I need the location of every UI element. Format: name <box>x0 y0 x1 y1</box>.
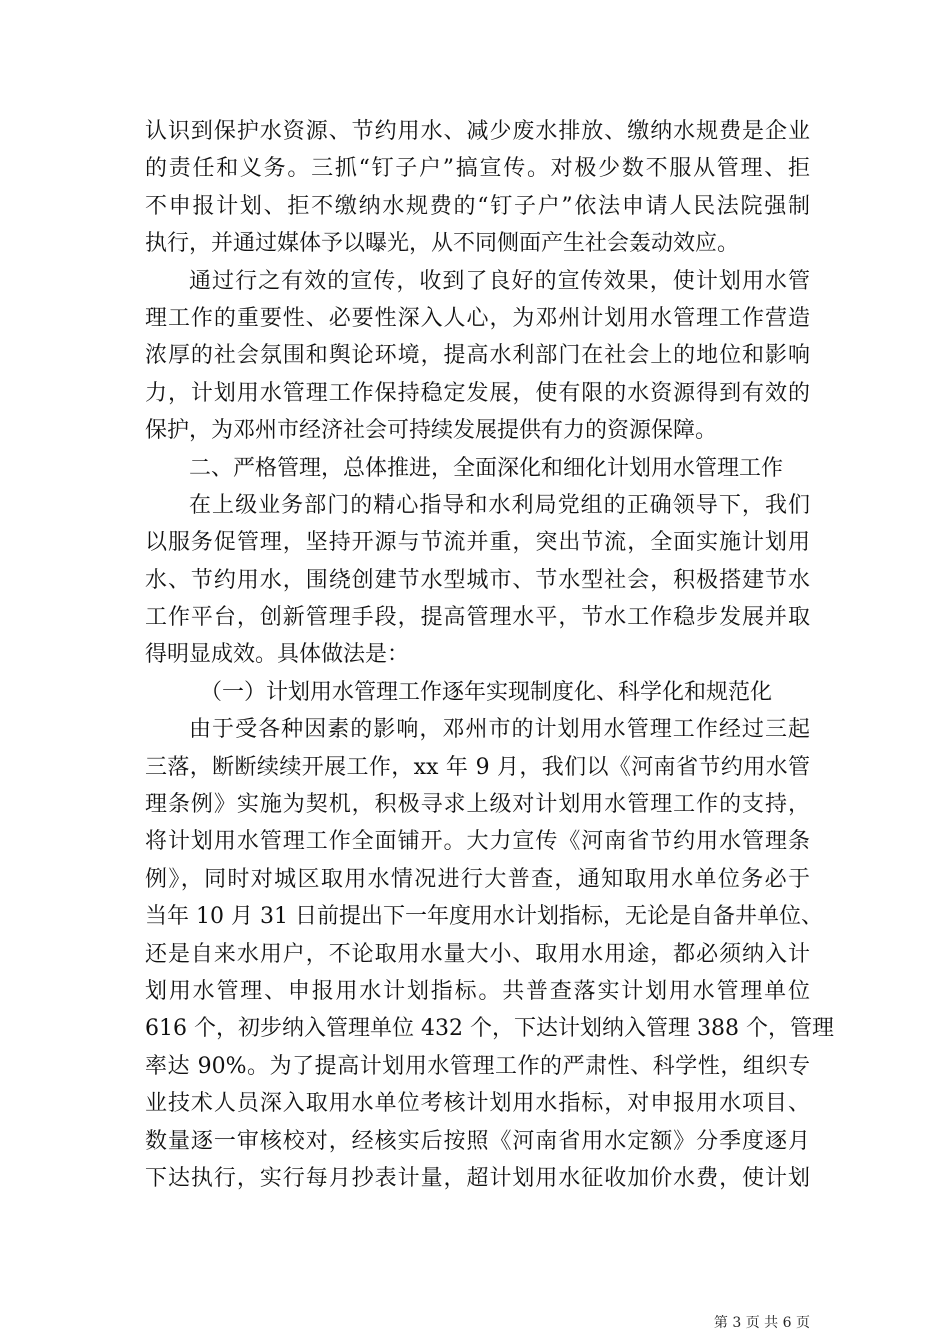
text-line: 下达执行，实行每月抄表计量，超计划用水征收加价水费，使计划 <box>145 1165 810 1191</box>
text-line: 以服务促管理，坚持开源与节流并重，突出节流，全面实施计划用 <box>145 530 810 556</box>
text-line: 三落，断断续续开展工作，xx 年 9 月，我们以《河南省节约用水管 <box>145 754 810 780</box>
text-line: 执行，并通过媒体予以曝光，从不同侧面产生社会轰动效应。 <box>145 231 740 257</box>
paragraph-start-line: 由于受各种因素的影响，邓州市的计划用水管理工作经过三起 <box>189 717 810 743</box>
text-line: 工作平台，创新管理手段，提高管理水平，节水工作稳步发展并取 <box>145 605 810 631</box>
document-body <box>145 113 834 1197</box>
section-heading: 二、严格管理，总体推进，全面深化和细化计划用水管理工作 <box>189 455 784 481</box>
text-line: 例》，同时对城区取用水情况进行大普查，通知取用水单位务必于 <box>145 866 810 892</box>
text-line: 业技术人员深入取用水单位考核计划用水指标，对申报用水项目、 <box>145 1091 810 1117</box>
text-line: 还是自来水用户，不论取用水量大小、取用水用途，都必须纳入计 <box>145 941 810 967</box>
text-line: 认识到保护水资源、节约用水、减少废水排放、缴纳水规费是企业 <box>145 119 810 144</box>
text-line: 划用水管理、申报用水计划指标。共普查落实计划用水管理单位 <box>145 978 810 1004</box>
text-line: 数量逐一审核校对，经核实后按照《河南省用水定额》分季度逐月 <box>145 1128 810 1154</box>
text-line: 当年 10 月 31 日前提出下一年度用水计划指标，无论是自备井单位、 <box>145 904 823 930</box>
subsection-heading: （一）计划用水管理工作逐年实现制度化、科学化和规范化 <box>200 679 773 705</box>
text-line: 得明显成效。具体做法是： <box>145 642 410 668</box>
text-line: 浓厚的社会氛围和舆论环境，提高水利部门在社会上的地位和影响 <box>145 343 810 369</box>
text-line: 理条例》实施为契机，积极寻求上级对计划用水管理工作的支持， <box>145 792 810 818</box>
text-line: 的责任和义务。三抓“钉子户”搞宣传。对极少数不服从管理、拒 <box>145 156 810 182</box>
text-line: 力，计划用水管理工作保持稳定发展，使有限的水资源得到有效的 <box>145 380 810 406</box>
text-line: 水、节约用水，围绕创建节水型城市、节水型社会，积极搭建节水 <box>145 567 810 593</box>
paragraph-start-line: 在上级业务部门的精心指导和水利局党组的正确领导下，我们 <box>189 492 810 518</box>
text-line: 理工作的重要性、必要性深入人心，为邓州计划用水管理工作营造 <box>145 305 810 331</box>
page-number-footer: 第 3 页 共 6 页 <box>713 1315 810 1331</box>
text-line: 不申报计划、拒不缴纳水规费的“钉子户”依法申请人民法院强制 <box>145 193 810 219</box>
text-line: 率达 90%。为了提高计划用水管理工作的严肃性、科学性，组织专 <box>145 1053 810 1079</box>
text-line: 保护，为邓州市经济社会可持续发展提供有力的资源保障。 <box>145 418 718 444</box>
text-line: 将计划用水管理工作全面铺开。大力宣传《河南省节约用水管理条 <box>145 829 810 855</box>
text-line: 616 个，初步纳入管理单位 432 个，下达计划纳入管理 388 个，管理 <box>145 1016 834 1042</box>
paragraph-start-line: 通过行之有效的宣传，收到了良好的宣传效果，使计划用水管 <box>189 268 810 294</box>
